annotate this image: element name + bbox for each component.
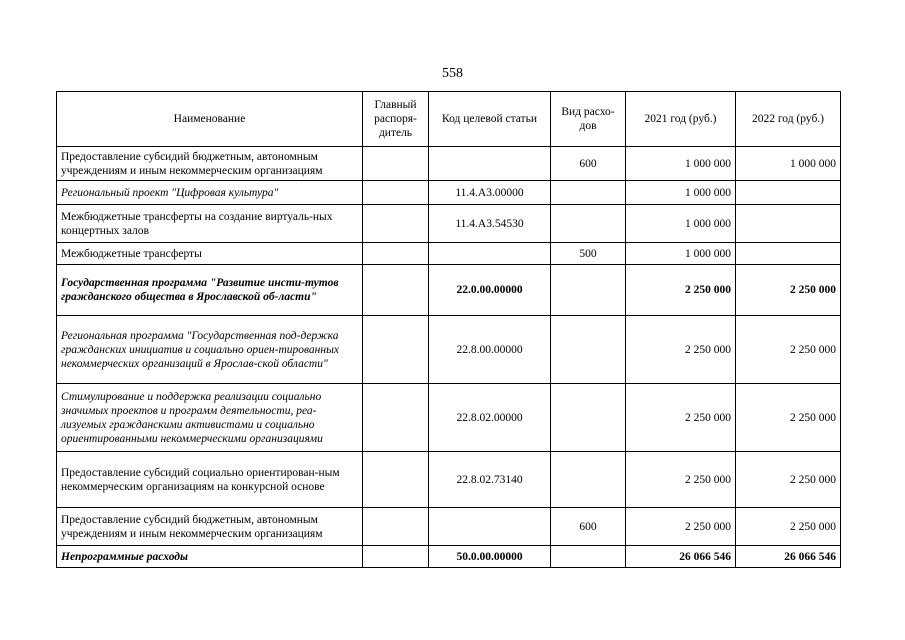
row-name: Непрограммные расходы (57, 546, 363, 568)
row-name: Государственная программа "Развитие инсти-тутов гражданского общества в Ярославской об-ласти" (57, 265, 363, 316)
row-2022: 2 250 000 (736, 508, 841, 546)
row-type (551, 316, 626, 384)
table-row (57, 384, 841, 452)
row-name: Межбюджетные трансферты (57, 243, 363, 265)
row-type (551, 205, 626, 243)
row-code: 22.8.02.00000 (429, 384, 551, 452)
row-type (551, 452, 626, 508)
row-code: 22.8.00.00000 (429, 316, 551, 384)
row-code (429, 147, 551, 181)
header-name: Наименование (57, 92, 363, 147)
row-2021: 2 250 000 (626, 384, 736, 452)
row-name: Предоставление субсидий социально ориентирован-ным некоммерческим организациям на конкурсной основе (57, 452, 363, 508)
row-2021: 1 000 000 (626, 147, 736, 181)
row-type (551, 384, 626, 452)
row-2021: 1 000 000 (626, 243, 736, 265)
row-manager (363, 147, 429, 181)
table-row (57, 508, 841, 546)
table-row (57, 546, 841, 568)
row-manager (363, 384, 429, 452)
row-name: Региональный проект "Цифровая культура" (57, 181, 363, 205)
row-name: Региональная программа "Государственная под-держка гражданских инициатив и социально ориен-тированных некоммерческих организаций в Ярослав-ской области" (57, 316, 363, 384)
row-type: 600 (551, 508, 626, 546)
table-row (57, 147, 841, 181)
row-manager (363, 205, 429, 243)
row-2021: 2 250 000 (626, 265, 736, 316)
row-code: 22.8.02.73140 (429, 452, 551, 508)
row-2022: 26 066 546 (736, 546, 841, 568)
table-row (57, 243, 841, 265)
row-code: 11.4.А3.54530 (429, 205, 551, 243)
table-row (57, 181, 841, 205)
row-type (551, 181, 626, 205)
row-manager (363, 181, 429, 205)
row-2022 (736, 243, 841, 265)
table-row (57, 452, 841, 508)
row-2022: 1 000 000 (736, 147, 841, 181)
row-2021: 26 066 546 (626, 546, 736, 568)
row-code: 11.4.А3.00000 (429, 181, 551, 205)
row-2021: 1 000 000 (626, 205, 736, 243)
row-name: Предоставление субсидий бюджетным, автономным учреждениям и иным некоммерческим организациям (57, 508, 363, 546)
row-name: Межбюджетные трансферты на создание виртуаль-ных концертных залов (57, 205, 363, 243)
row-manager (363, 508, 429, 546)
row-type: 600 (551, 147, 626, 181)
row-code: 22.0.00.00000 (429, 265, 551, 316)
row-2021: 2 250 000 (626, 508, 736, 546)
table-row (57, 316, 841, 384)
row-2021: 2 250 000 (626, 452, 736, 508)
row-2021: 2 250 000 (626, 316, 736, 384)
row-type: 500 (551, 243, 626, 265)
table-row (57, 205, 841, 243)
table-row (57, 265, 841, 316)
row-code (429, 508, 551, 546)
row-manager (363, 265, 429, 316)
header-manager: Главный распоря-дитель (363, 92, 429, 147)
page-number: 558 (442, 66, 463, 81)
row-code: 50.0.00.00000 (429, 546, 551, 568)
row-manager (363, 316, 429, 384)
row-type (551, 546, 626, 568)
header-code: Код целевой статьи (429, 92, 551, 147)
row-2022: 2 250 000 (736, 316, 841, 384)
header-2022: 2022 год (руб.) (736, 92, 841, 147)
row-manager (363, 546, 429, 568)
row-name: Стимулирование и поддержка реализации социально значимых проектов и программ деятельности, реа-лизуемых гражданскими активистами и социально ориентированными некоммерческими организациями (57, 384, 363, 452)
header-2021: 2021 год (руб.) (626, 92, 736, 147)
row-manager (363, 243, 429, 265)
budget-table (56, 91, 841, 568)
row-2022: 2 250 000 (736, 384, 841, 452)
row-2021: 1 000 000 (626, 181, 736, 205)
row-2022 (736, 181, 841, 205)
row-name: Предоставление субсидий бюджетным, автономным учреждениям и иным некоммерческим организациям (57, 147, 363, 181)
row-code (429, 243, 551, 265)
row-type (551, 265, 626, 316)
table-header-row (57, 92, 841, 147)
row-manager (363, 452, 429, 508)
row-2022 (736, 205, 841, 243)
header-type: Вид расхо-дов (551, 92, 626, 147)
row-2022: 2 250 000 (736, 452, 841, 508)
row-2022: 2 250 000 (736, 265, 841, 316)
